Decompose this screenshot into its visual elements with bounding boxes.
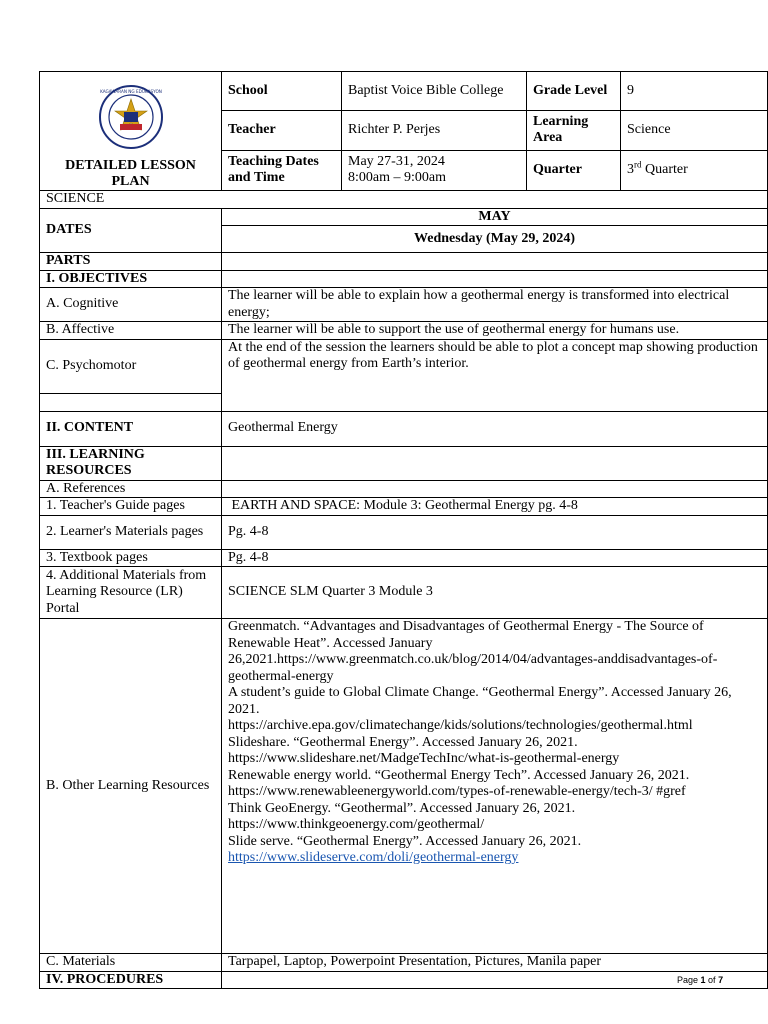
other-resources-label: B. Other Learning Resources: [40, 619, 222, 954]
page-footer: [677, 975, 723, 985]
teaching-time-line: 8:00am – 9:00am: [348, 170, 446, 186]
parts-value: [222, 253, 768, 271]
parts-row: [40, 253, 768, 271]
quarter-word: Quarter: [641, 162, 688, 178]
objectives-heading: I. OBJECTIVES: [40, 270, 222, 288]
reference-line: https://www.renewableenergyworld.com/types-of-renewable-energy/tech-3/ #gref: [228, 784, 686, 799]
learners-materials-label: 2. Learner's Materials pages: [40, 515, 222, 549]
affective-text: The learner will be able to support the use of geothermal energy for humans use.: [222, 322, 768, 340]
dates-label: DATES: [40, 208, 222, 253]
content-value: Geothermal Energy: [222, 411, 768, 446]
quarter-number: 3: [627, 162, 634, 178]
materials-label: C. Materials: [40, 954, 222, 972]
of-word: of: [705, 975, 719, 985]
content-row: [40, 411, 768, 446]
parts-label: PARTS: [40, 253, 222, 271]
subject-row: [40, 191, 768, 209]
seal-lettering: KAGAWARAN NG EDUKASYON: [99, 89, 162, 94]
logo-cell: [40, 72, 222, 191]
teaching-dates-line: May 27-31, 2024: [348, 153, 445, 169]
cognitive-label: A. Cognitive: [40, 288, 222, 322]
psychomotor-text: At the end of the session the learners should be able to plot a concept map showing production of geothermal energy from Earth’s interior.: [222, 339, 768, 411]
quarter-ordinal: rd: [634, 159, 642, 170]
learning-area-label: Learning Area: [527, 111, 621, 150]
references-value: [222, 480, 768, 498]
reference-line: https://www.slideshare.net/MadgeTechInc/what-is-geothermal-energy: [228, 751, 620, 766]
learning-area-value: Science: [621, 111, 768, 150]
dates-month: MAY: [222, 208, 768, 226]
additional-materials-row: [40, 567, 768, 619]
textbook-value: Pg. 4-8: [222, 549, 768, 567]
other-resources-row: [40, 619, 768, 954]
objectives-heading-row: [40, 270, 768, 288]
additional-materials-value: SCIENCE SLM Quarter 3 Module 3: [222, 567, 768, 619]
slideserve-link[interactable]: https://www.slideserve.com/doli/geothermal-energy: [228, 850, 519, 865]
header-row-school: [40, 72, 768, 111]
reference-line: Slideshare. “Geothermal Energy”. Accessed January 26, 2021.: [228, 734, 578, 750]
learners-materials-row: [40, 515, 768, 549]
content-heading: II. CONTENT: [40, 411, 222, 446]
dates-row-month: [40, 208, 768, 226]
materials-value: Tarpapel, Laptop, Powerpoint Presentation, Pictures, Manila paper: [222, 954, 768, 972]
teachers-guide-label: 1. Teacher's Guide pages: [40, 498, 222, 516]
objectives-heading-value: [222, 270, 768, 288]
affective-label: B. Affective: [40, 322, 222, 340]
psychomotor-row: [40, 339, 768, 393]
subject-value: SCIENCE: [40, 191, 768, 209]
resources-heading-row: [40, 446, 768, 480]
school-value: Baptist Voice Bible College: [342, 72, 527, 111]
teaching-dates-label: Teaching Dates and Time: [222, 150, 342, 190]
references-label: A. References: [40, 480, 222, 498]
quarter-label: Quarter: [527, 150, 621, 190]
grade-label: Grade Level: [527, 72, 621, 111]
reference-line: https://www.thinkgeoenergy.com/geothermal/: [228, 817, 485, 832]
reference-line: Renewable energy world. “Geothermal Energy Tech”. Accessed January 26, 2021.: [228, 767, 690, 783]
lesson-plan-title: DETAILED LESSON PLAN: [65, 158, 196, 189]
psychomotor-spacer: [40, 393, 222, 411]
deped-seal-logo: [98, 84, 164, 150]
page-word: Page: [677, 975, 701, 985]
materials-row: [40, 954, 768, 972]
teacher-label: Teacher: [222, 111, 342, 150]
learners-materials-value: Pg. 4-8: [222, 515, 768, 549]
reference-line: Greenmatch. “Advantages and Disadvantages of Geothermal Energy - The Source of: [228, 619, 704, 634]
grade-value: 9: [621, 72, 768, 111]
reference-line: Slide serve. “Geothermal Energy”. Accessed January 26, 2021.: [228, 833, 582, 849]
teachers-guide-row: [40, 498, 768, 516]
school-label: School: [222, 72, 342, 111]
additional-materials-label: 4. Additional Materials from Learning Resource (LR) Portal: [40, 567, 222, 619]
quarter-value: [621, 150, 768, 190]
teacher-value: Richter P. Perjes: [342, 111, 527, 150]
page-number: 1: [700, 975, 706, 985]
reference-line: https://archive.epa.gov/climatechange/kids/solutions/technologies/geothermal.html: [228, 718, 693, 733]
psychomotor-label: C. Psychomotor: [40, 339, 222, 393]
references-row: [40, 480, 768, 498]
other-resources-list: [222, 619, 768, 954]
cognitive-text: The learner will be able to explain how a geothermal energy is transformed into electrical energy;: [222, 288, 768, 322]
cognitive-row: [40, 288, 768, 322]
dates-day: Wednesday (May 29, 2024): [222, 226, 768, 253]
textbook-row: [40, 549, 768, 567]
teachers-guide-value: EARTH AND SPACE: Module 3: Geothermal Energy pg. 4-8: [222, 498, 768, 516]
procedures-heading: IV. PROCEDURES: [40, 971, 222, 989]
procedures-row: [40, 971, 768, 989]
resources-heading-value: [222, 446, 768, 480]
reference-line: Think GeoEnergy. “Geothermal”. Accessed January 26, 2021.: [228, 800, 576, 816]
lesson-plan-table: [39, 71, 768, 989]
reference-line: Renewable Heat”. Accessed January 26,2021.https://www.greenmatch.co.uk/blog/2014/04/advantages-anddisadvantages-of-geothermal-energy: [228, 635, 718, 684]
affective-row: [40, 322, 768, 340]
resources-heading: III. LEARNING RESOURCES: [40, 446, 222, 480]
teaching-dates-value: [342, 150, 527, 190]
reference-line: A student’s guide to Global Climate Change. “Geothermal Energy”. Accessed January 26, 2021.: [228, 685, 732, 717]
textbook-label: 3. Textbook pages: [40, 549, 222, 567]
page-total: 7: [718, 975, 724, 985]
